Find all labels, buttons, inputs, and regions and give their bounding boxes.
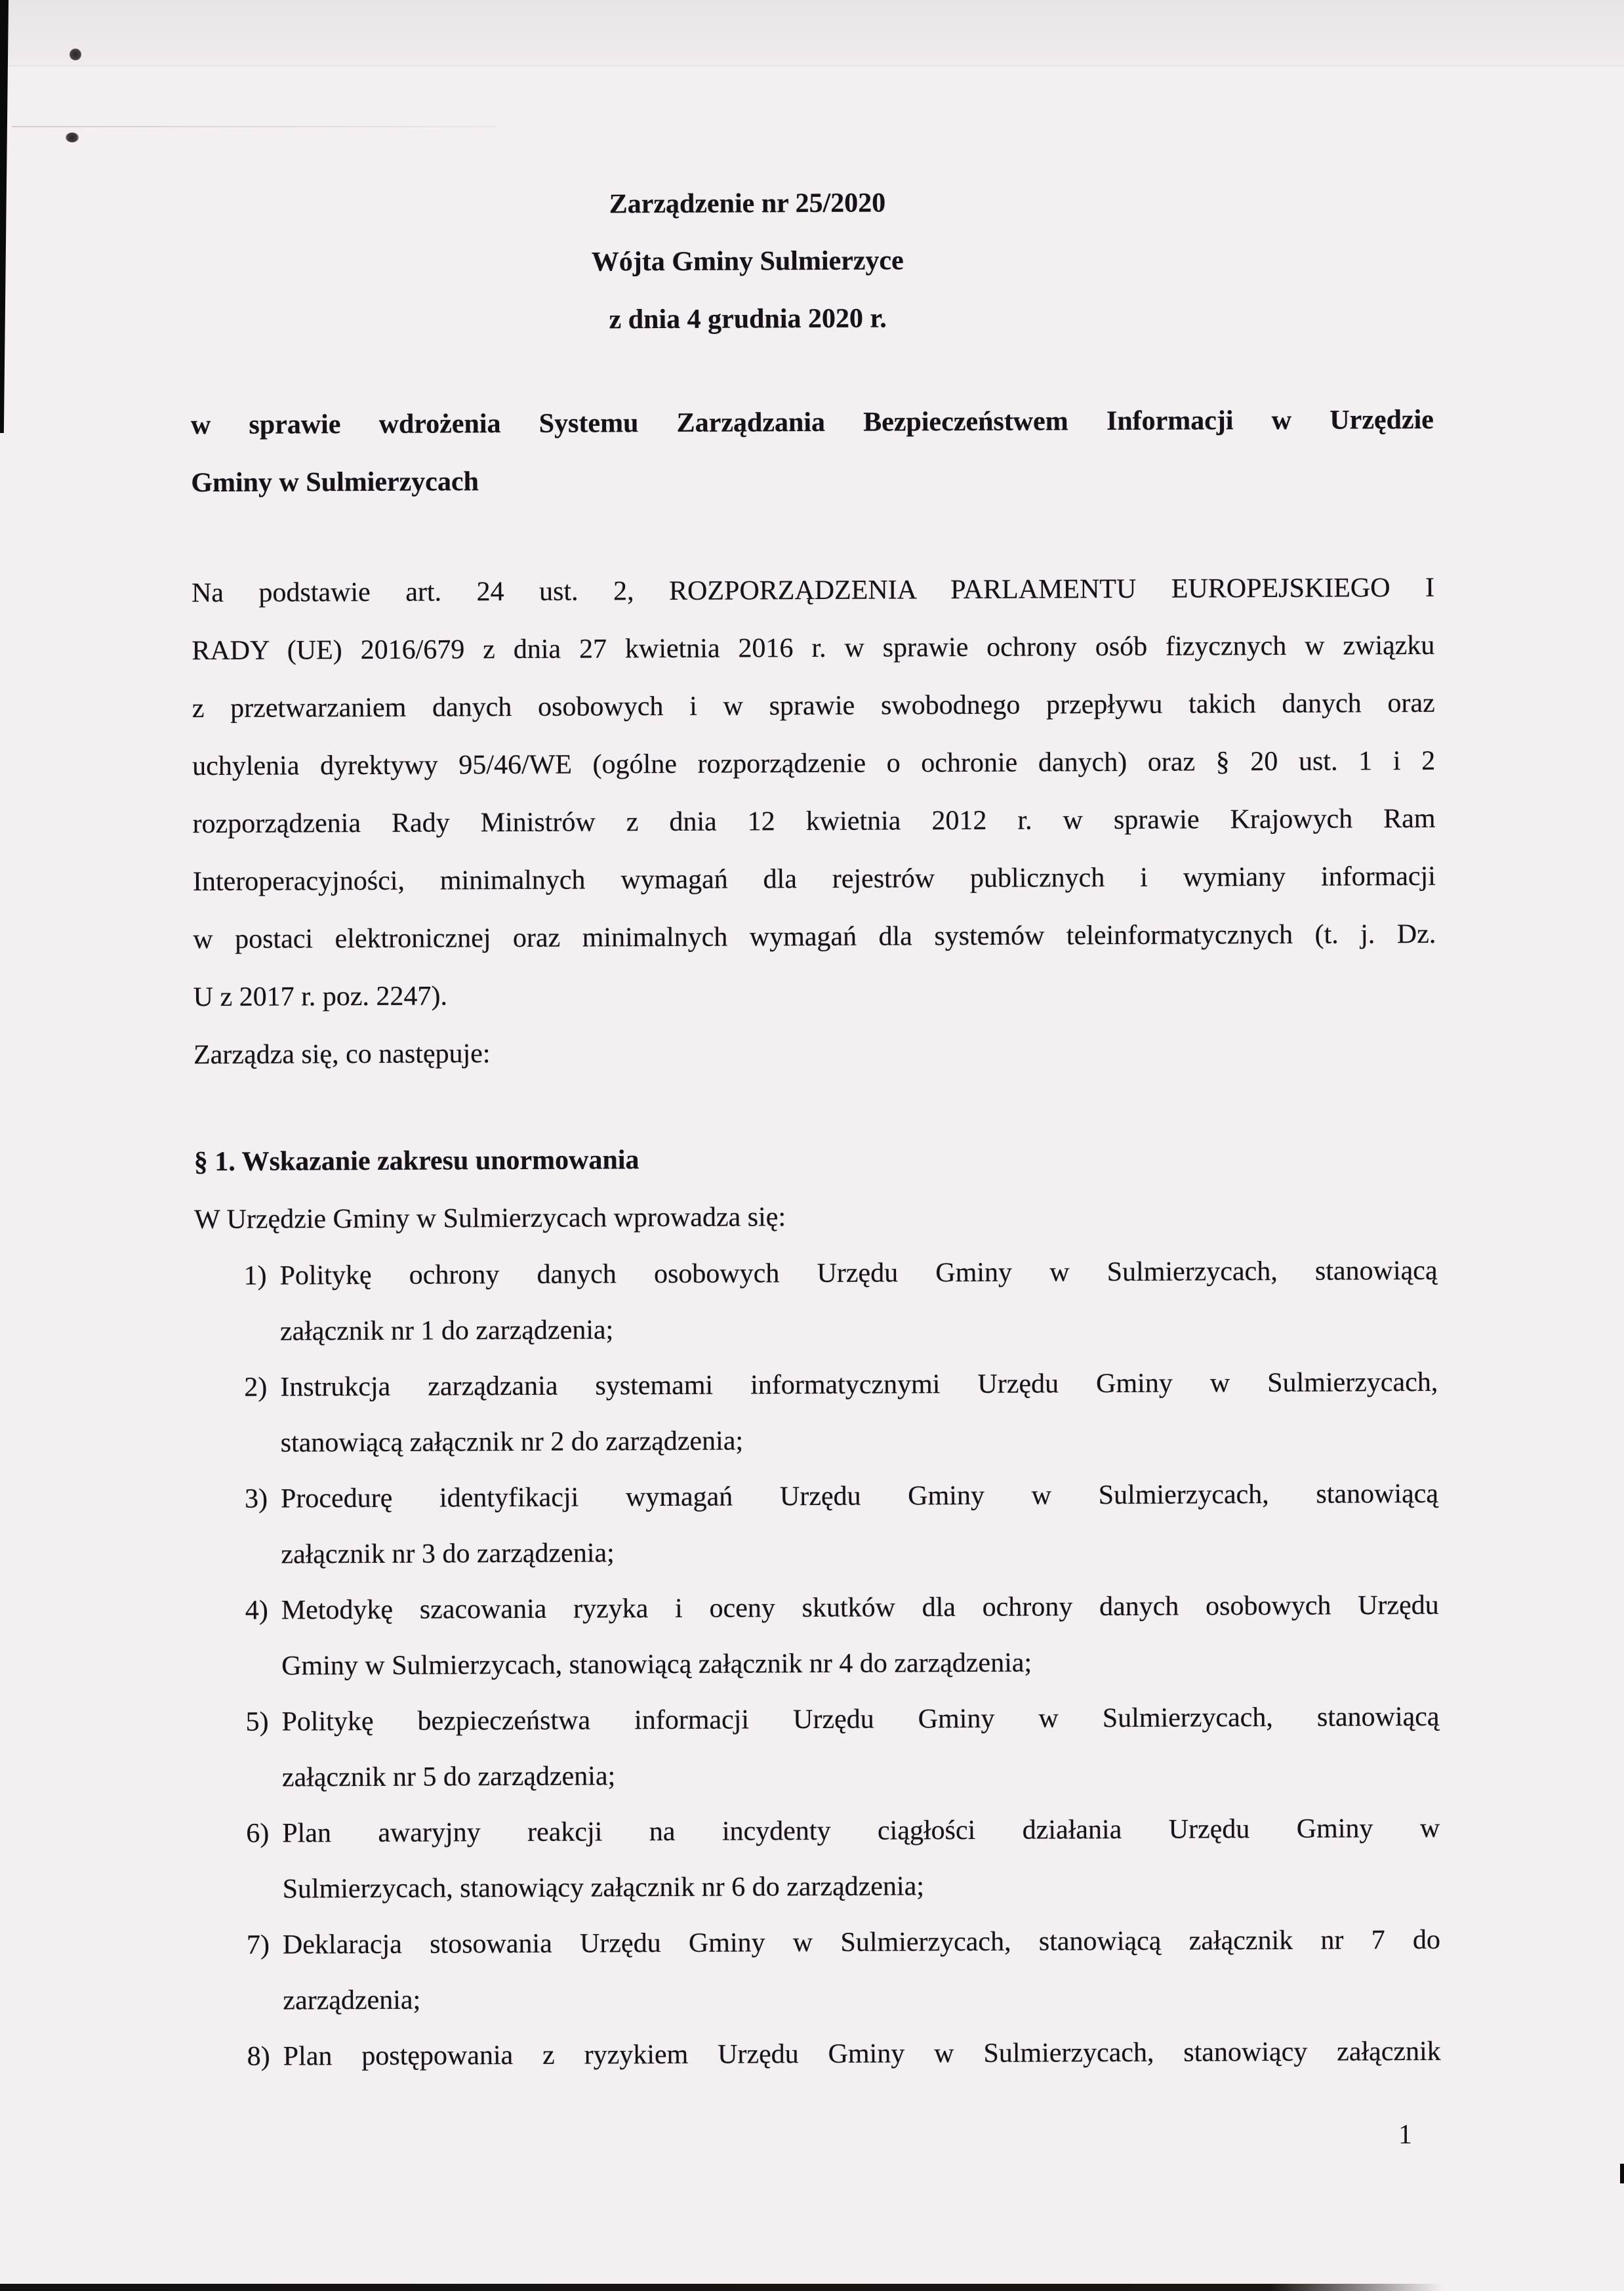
list-item-text: Politykę ochrony danych osobowych Urzędu Gminy w Sulmierzycach, stanowiącą xyxy=(279,1255,1438,1291)
list-item-number: 8) xyxy=(247,2041,270,2072)
document-content xyxy=(189,0,1441,2085)
list-item-text: Plan postępowania z ryzykiem Urzędu Gminy w Sulmierzycach, stanowiący załącznik xyxy=(283,2036,1441,2072)
scan-left-edge-shadow xyxy=(0,0,9,433)
section-1-intro: W Urzędzie Gminy w Sulmierzycach wprowadza się: xyxy=(194,1202,786,1235)
list-item xyxy=(198,2024,1441,2085)
list-item-number: 3) xyxy=(244,1483,268,1514)
section-1-heading: § 1. Wskazanie zakresu unormowania xyxy=(193,1145,639,1178)
enactment-clause: Zarządza się, co następuje: xyxy=(193,1039,491,1071)
document-title-block xyxy=(189,0,1305,350)
list-item xyxy=(195,1466,1439,1583)
scan-speck xyxy=(66,133,79,142)
ordinance-number: Zarządzenie nr 25/2020 xyxy=(609,188,886,220)
list-item xyxy=(196,1578,1440,1695)
list-item-text: Deklaracja stosowania Urzędu Gminy w Sulmierzycach, stanowiącą załącznik nr 7 do xyxy=(282,1924,1441,1960)
ordinance-date: z dnia 4 grudnia 2020 r. xyxy=(609,303,887,335)
list-item-text: Sulmierzycach, stanowiący załącznik nr 6 do zarządzenia; xyxy=(282,1871,925,1905)
scan-right-edge-mark xyxy=(1620,2164,1624,2183)
legal-basis-line: Na podstawie art. 24 ust. 2, ROZPORZĄDZENIA PARLAMENTU EUROPEJSKIEGO I xyxy=(191,572,1435,609)
list-item xyxy=(196,1689,1440,1806)
list-item xyxy=(195,1355,1438,1472)
list-item-number: 1) xyxy=(243,1260,267,1291)
list-item-text: załącznik nr 3 do zarządzenia; xyxy=(281,1538,615,1570)
list-item-number: 7) xyxy=(246,1930,270,1960)
list-item-number: 4) xyxy=(245,1595,268,1626)
list-item-text: stanowiącą załącznik nr 2 do zarządzenia; xyxy=(280,1426,744,1458)
legal-basis-line: RADY (UE) 2016/679 z dnia 27 kwietnia 2016 r. w sprawie ochrony osób fizycznych w związku xyxy=(192,630,1435,667)
list-item-text: zarządzenia; xyxy=(283,1985,421,2016)
list-item-text: załącznik nr 5 do zarządzenia; xyxy=(281,1761,616,1793)
list-item-text: Metodykę szacowania ryzyka i oceny skutków dla ochrony danych osobowych Urzędu xyxy=(281,1590,1439,1626)
issuing-authority: Wójta Gminy Sulmierzyce xyxy=(591,245,904,278)
list-item-text: Plan awaryjny reakcji na incydenty ciągłości działania Urzędu Gminy w xyxy=(282,1813,1440,1849)
subject-line: Gminy w Sulmierzycach xyxy=(191,466,479,499)
page-number: 1 xyxy=(1398,2120,1412,2150)
scan-bottom-edge-shadow xyxy=(0,2284,1443,2291)
legal-basis-line: Interoperacyjności, minimalnych wymagań dla rejestrów publicznych i wymiany informacji xyxy=(192,861,1436,898)
legal-basis-line: z przetwarzaniem danych osobowych i w sprawie swobodnego przepływu takich danych oraz xyxy=(192,688,1435,724)
subject-line: w sprawie wdrożenia Systemu Zarządzania Bezpieczeństwem Informacji w Urzędzie xyxy=(190,404,1434,441)
scan-speck xyxy=(70,49,81,60)
legal-basis-line: uchylenia dyrektywy 95/46/WE (ogólne rozporządzenie o ochronie danych) oraz § 20 ust. 1 i 2 xyxy=(192,745,1436,782)
list-item-text: Politykę bezpieczeństwa informacji Urzędu Gminy w Sulmierzycach, stanowiącą xyxy=(281,1701,1440,1737)
legal-basis-line: rozporządzenia Rady Ministrów z dnia 12 kwietnia 2012 r. w sprawie Krajowych Ram xyxy=(192,803,1436,840)
legal-basis-line: U z 2017 r. poz. 2247). xyxy=(193,981,448,1013)
document-subject xyxy=(191,391,1434,512)
legal-basis-paragraph xyxy=(192,559,1436,1084)
attachments-list xyxy=(194,1243,1441,2085)
list-item-text: Instrukcja zarządzania systemami informatycznymi Urzędu Gminy w Sulmierzycach, xyxy=(280,1367,1438,1403)
list-item-text: Gminy w Sulmierzycach, stanowiącą załącznik nr 4 do zarządzenia; xyxy=(281,1647,1032,1682)
list-item-text: Procedurę identyfikacji wymagań Urzędu Gminy w Sulmierzycach, stanowiącą xyxy=(280,1478,1439,1514)
list-item-number: 2) xyxy=(244,1372,268,1403)
list-item xyxy=(197,1912,1441,2029)
list-item-number: 6) xyxy=(246,1818,270,1849)
list-item xyxy=(197,1801,1440,1918)
legal-basis-line: w postaci elektronicznej oraz minimalnych wymagań dla systemów teleinformatycznych (t. j. Dz. xyxy=(193,918,1436,955)
list-item-number: 5) xyxy=(245,1706,269,1737)
list-item-text: załącznik nr 1 do zarządzenia; xyxy=(279,1315,614,1347)
list-item xyxy=(194,1243,1438,1360)
